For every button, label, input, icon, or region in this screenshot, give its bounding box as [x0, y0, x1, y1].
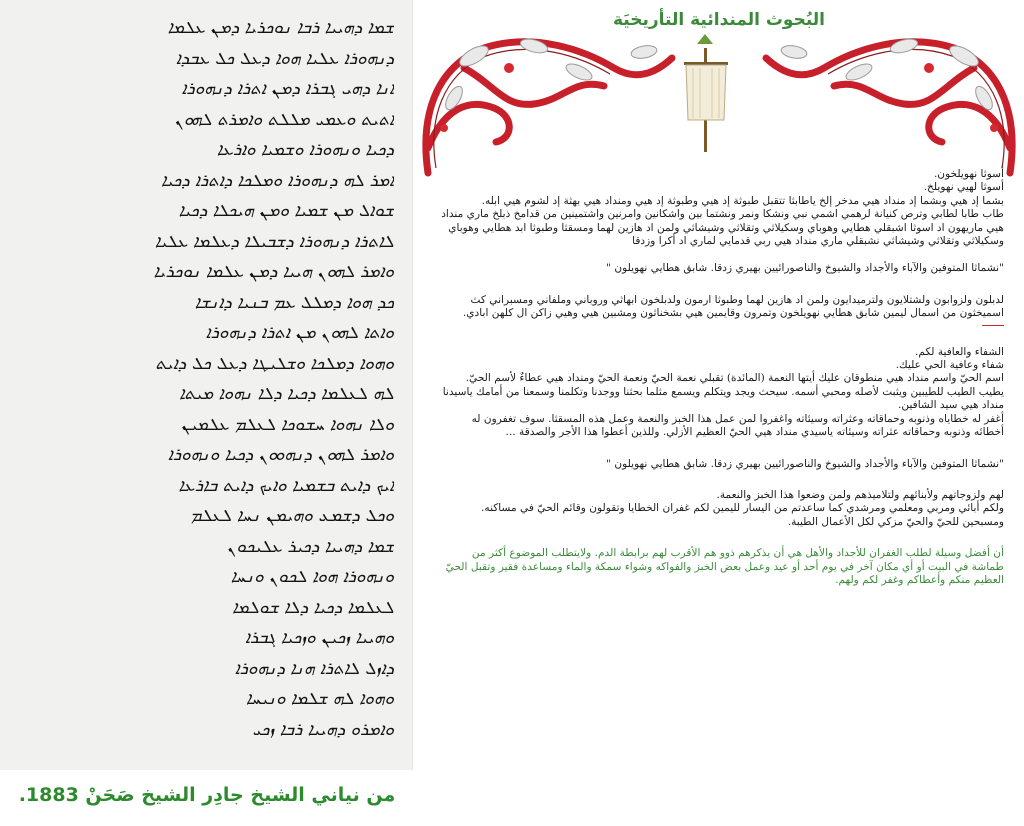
article-text — [440, 168, 1004, 587]
manuscript-line: ܐܬܝܬ ܘܥܡܝ ܡܠܠܬ ܘܐܡܪܬ ܠܗܘܢ — [14, 110, 394, 134]
paragraph-line: أسوثا لهيي نهويلخ. — [923, 181, 1004, 194]
manuscript-stroke — [14, 679, 394, 683]
manuscript-stroke — [14, 740, 394, 744]
site-title: البُحوث المندائية التأريخيَة — [612, 10, 825, 30]
manuscript-stroke — [14, 313, 394, 317]
manuscript-stroke — [14, 38, 394, 42]
manuscript-line: ܐܡܪ ܠܗ ܕܢܗܘܪܐ ܘܡܠܟܐ ܕܐܬܪܐ ܕܟܝܐ — [14, 171, 394, 195]
manuscript-stroke — [14, 160, 394, 164]
manuscript-stroke — [14, 587, 394, 591]
quote-line: "نشماثا المتوفين والآباء والأجداد والشيوخ والناصورائيين بهيري زدقا. شابق هطايي نهويلون " — [606, 457, 1004, 470]
manuscript-stroke — [14, 526, 394, 530]
manuscript-stroke — [14, 191, 394, 195]
manuscript-stroke — [14, 709, 394, 713]
manuscript-line: ܕܢܗܘܪܐ ܥܠܝܐ ܗܘܐ ܕܥܠ ܟܠ ܥܒܕܐ — [14, 49, 394, 73]
paragraph-line: لدبلون ولزوابون ولشتلايون ولترميدايون ولمن اد هازين لهما وطبوثا ارمون ولدبلخون ابهاثي وروباني وملفاني ومسبراني كث اسميخثون من اسمال ليمين شابق هطايي نهويلخون وتمرون وقايمين هيي بشخناثون ومشبين هيي وهيي زاكن ال كلهن ابادي. — [462, 293, 1004, 320]
closing-paragraph: أن أفضل وسيلة لطلب الغفران للأجداد والأهل هي أن يذكرهم ذوو هم الأقرب لهم برابطة الدم. ولايتطلب الموضوع أكثر من طماشة في البيت أو أي مكان آخر في يوم أحد أو عيد وعمل بعض الخبز والفواكه وشواء سمكة والماء ومساعدة فقير وتقبل الحيّ العظيم منكم وأعطاكم وغفر لكم ولهم. — [445, 547, 1004, 586]
quote-line: "نشماثا المتوفين والآباء والأجداد والشيوخ والناصورائيين بهيري زدقا. شابق هطايي نهويلون " — [606, 262, 1004, 275]
manuscript-line: ܘܠܐ ܢܗܘܐ ܚܫܘܟܐ ܠܥܠܡ ܥܠܡܝܢ — [14, 415, 394, 439]
manuscript-line: ܕܐܙܠ ܠܐܬܪܐ ܗܢܐ ܕܢܗܘܪܐ — [14, 659, 394, 683]
manuscript-line: ܠܐܬܪܐ ܕܢܗܘܪܐ ܕܫܒܝܠܐ ܕܥܠܡܐ ܥܠܝܐ — [14, 232, 394, 256]
paragraph-line: اسم الحيّ واسم منداد هيي منطوقان عليك أيتها النعمة (المائدة) تقبلي نعمة الحيّ ونعمة الحيّ ومنداد هيي عطاءٌ لأسم الحيّ. — [465, 372, 1004, 385]
manuscript-line: ܫܡܐ ܕܗܝܝܐ ܪܒܐ ܢܘܟܪܝܐ ܕܡܢ ܥܠܡܐ — [14, 18, 394, 42]
paragraph-line: لهم ولزوجاتهم ولأبنائهم ولتلاميذهم ولمن وضعوا هذا الخبز والنعمة. — [716, 488, 1004, 501]
manuscript-line: ܠܗ ܠܥܠܡܐ ܕܟܝܐ ܕܠܐ ܢܗܘܐ ܡܝܬܐ — [14, 384, 394, 408]
red-divider — [982, 325, 1004, 326]
manuscript-stroke — [14, 343, 394, 347]
manuscript-line: ܫܡܐ ܕܗܝܝܐ ܕܟܝܪ ܥܠܝܟܘܢ — [14, 537, 394, 561]
manuscript-line: ܘܐܬܐ ܠܗܘܢ ܡܢ ܐܬܪܐ ܕܢܗܘܪܐ — [14, 323, 394, 347]
manuscript-line: ܠܥܠܡܐ ܕܟܝܐ ܕܠܐ ܫܘܠܡܐ — [14, 598, 394, 622]
manuscript-stroke — [14, 69, 394, 73]
paragraph-line: طاب طابا لطابي وترص كنيانة لرهمي اشمي نبي ونشكا ونمر ونشتما بين واشكانين وامرنين واشتمينين من قدامخ ذبلخ ماري منداد هيي ماريهون اد اسوثا اشبقلي هطايي وهوباي وسكيلاثي وتقلاثي وشيشاثي ولمن اد هازين لهما ومسقثا وطبوثا ابد هطايي وهوباي وسكيلاثي وتقلاثي وشيشاثي نشبقلي ماري منداد هيي ربي قدمايي لماري اد أكرا وزدقا — [441, 208, 1004, 248]
manuscript-image — [0, 0, 413, 770]
manuscript-line: ܕܟܝܐ ܘܢܗܘܪܐ ܘܫܡܝܐ ܘܐܪܥܐ — [14, 140, 394, 164]
manuscript-line: ܘܗܘܐ ܕܡܠܟܐ ܘܫܠܝܛܐ ܕܥܠ ܟܠ ܕܐܝܬ — [14, 354, 394, 378]
manuscript-stroke — [14, 99, 394, 103]
manuscript-line: ܘܗܝܝܐ ܙܟܝܢ ܘܙܟܝܐ ܓܒܪܐ — [14, 628, 394, 652]
manuscript-line: ܫܘܐܠ ܡܢ ܫܡܝܐ ܘܡܢ ܗܝܟܠܐ ܕܟܝܐ — [14, 201, 394, 225]
manuscript-stroke — [14, 557, 394, 561]
manuscript-stroke — [14, 496, 394, 500]
manuscript-line: ܟܕ ܗܘܐ ܕܡܠܠ ܥܡ ܒܢܝܐ ܕܐܢܫܐ — [14, 293, 394, 317]
paragraph-line: بشما إد هيي وبشما إد منداد هيي مدخر إلخ ياطابثا تتقبل طبوثة إد هيي وطبوثة إد هيي ومنداد هيي بهثة إد لشوم هيي ابله. — [481, 194, 1004, 207]
article-page — [414, 0, 1024, 826]
manuscript-line: ܐܢܐ ܕܗܝ ܓܒܪܐ ܕܡܢ ܐܬܪܐ ܕܢܗܘܪܐ — [14, 79, 394, 103]
manuscript-stroke — [14, 404, 394, 408]
paragraph-line: شفاء وعافية الحي عليك. — [895, 359, 1004, 372]
manuscript-line: ܘܐܡܪ ܠܗܘܢ ܗܝܝܐ ܕܡܢ ܥܠܡܐ ܢܘܟܪܝܐ — [14, 262, 394, 286]
ornamental-header-frame — [414, 28, 1024, 178]
manuscript-stroke — [14, 221, 394, 225]
manuscript-caption: من نياني الشيخ جادِر الشيخ صَحَنْ 1883. — [18, 784, 396, 806]
manuscript-stroke — [14, 465, 394, 469]
manuscript-line: ܘܐܡܪ ܠܗܘܢ ܕܢܗܘܘܢ ܕܟܝܐ ܘܢܗܘܪܐ — [14, 445, 394, 469]
manuscript-line: ܘܐܡܪܘ ܕܗܝܝܐ ܪܒܐ ܙܟܝ — [14, 720, 394, 744]
manuscript-line: ܘܗܘܐ ܠܗ ܫܠܡܐ ܘܢܝܚܐ — [14, 689, 394, 713]
manuscript-line: ܘܢܗܘܪܐ ܗܘܐ ܠܟܘܢ ܘܢܚܐ — [14, 567, 394, 591]
manuscript-stroke — [14, 282, 394, 286]
manuscript-stroke — [14, 435, 394, 439]
paragraph-line: الشفاء والعافية لكم. — [915, 345, 1004, 358]
manuscript-stroke — [14, 252, 394, 256]
manuscript-stroke — [14, 130, 394, 134]
manuscript-stroke — [14, 374, 394, 378]
manuscript-line: ܐܝܟ ܕܐܝܬ ܒܫܡܝܐ ܘܐܝܟ ܕܐܝܬ ܒܐܪܥܐ — [14, 476, 394, 500]
manuscript-line: ܘܟܠ ܕܫܡܥ ܘܗܝܡܢ ܢܚܐ ܠܥܠܡ — [14, 506, 394, 530]
manuscript-stroke — [14, 618, 394, 622]
paragraph-line: ولكم أبائي ومربي ومعلمي ومرشدي كما ساعدتم من اليسار لليمين لكم غفران الخطايا وتقولون وقائم الحيّ في مساكنه. ومسبحين للحيّ والحيّ مزكي لكل الأعمال الطيبة. — [481, 502, 1004, 528]
paragraph-line: يطيب الطيب للطيبين ويثبت لأصله ومحبي أسمه. سيحث ويجد ويتكلم ويسمع مثلما بحثنا ووجدنا وتكلمنا وسمعنا من أمامك ياسيدنا منداد هيي سيد الشافين. — [442, 385, 1004, 412]
paragraph-line: أسوثا نهويلخون. — [933, 168, 1004, 180]
paragraph-line: أغفر له خطاياه وذنوبه وحماقاته وعثراته وسيئاته واغفروا لمن عمل هذا الخبز والنعمة وعمل هذه المسقثا. سوف تغفرون له أخطائه وذنوبه وحماقاته عثراته وسيئاته ياسيدي منداد هيي الحيّ العظيم الأزلي. وللذين أعطوا هذا الأجر والصدقة ... — [471, 412, 1004, 439]
manuscript-stroke — [14, 648, 394, 652]
